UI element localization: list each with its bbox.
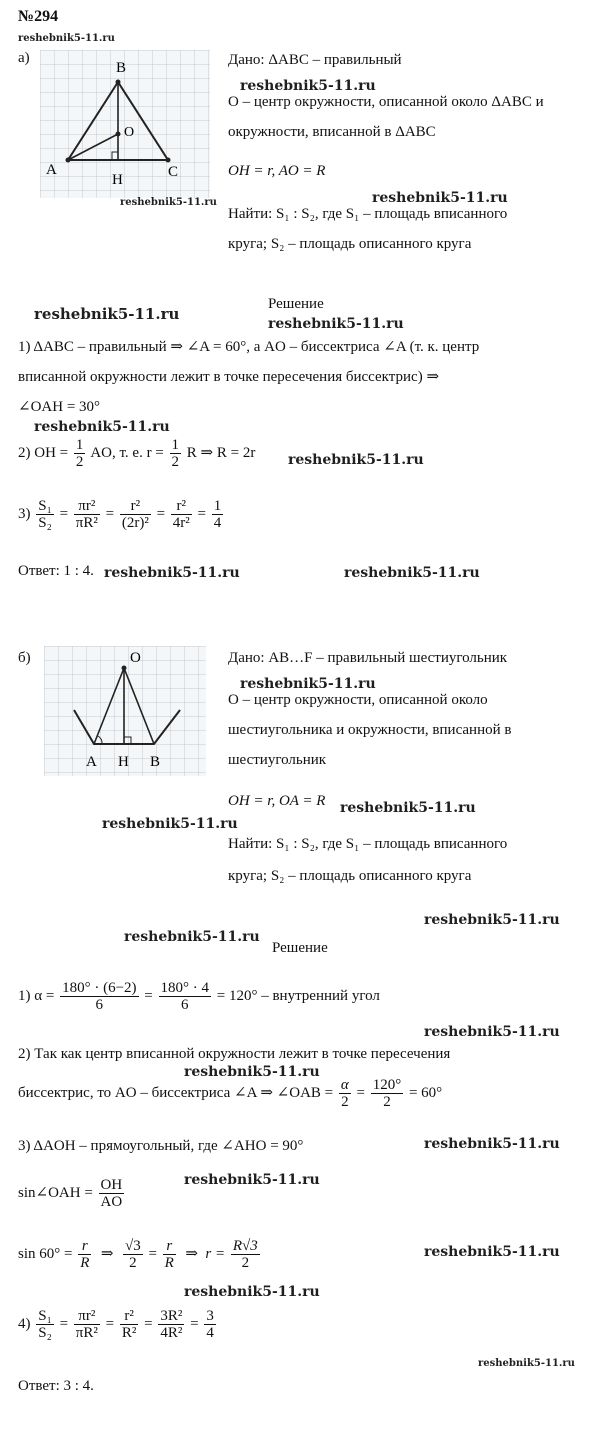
fraction-num: R√3: [232, 1238, 258, 1254]
part-b-step2-line1: 2) Так как центр вписанной окружности лежит в точке пересечения: [18, 1046, 451, 1062]
fraction: [36, 1308, 54, 1341]
watermark: reshebnik5-11.ru: [184, 1284, 320, 1300]
part-a-label: а): [18, 50, 30, 66]
fraction-num: S₁: [38, 1308, 52, 1324]
part-b-step3-line1: 3) ΔAOH – прямоугольный, где ∠AHO = 90°: [18, 1138, 304, 1154]
fraction: [60, 980, 138, 1013]
label-b: B: [150, 754, 161, 770]
step3-prefix: 3): [18, 505, 31, 522]
part-b-find-line2: круга; S₂ – площадь описанного круга: [228, 868, 472, 884]
step4-prefix: 4): [18, 1315, 31, 1332]
fraction-num: 1: [171, 437, 180, 453]
point-o: [116, 132, 121, 137]
fraction-den: 2: [341, 1094, 349, 1110]
watermark: reshebnik5-11.ru: [104, 565, 240, 581]
fraction: [120, 498, 151, 531]
watermark: reshebnik5-11.ru: [424, 912, 560, 928]
fraction: [123, 1238, 143, 1271]
watermark: reshebnik5-11.ru: [268, 316, 404, 332]
point-o: [122, 666, 127, 671]
label-h: H: [112, 172, 123, 188]
fraction-num: r²: [120, 498, 151, 515]
fraction-num: πr²: [74, 1308, 100, 1325]
part-a-step1-line1: 1) ΔABC – правильный ⇒ ∠A = 60°, а AO – биссектриса ∠A (т. к. центр: [18, 339, 480, 355]
sin60-r: r =: [205, 1245, 226, 1262]
fraction-den: AO: [100, 1194, 123, 1210]
fraction: [36, 498, 54, 531]
fraction-den: S₂: [38, 1325, 52, 1341]
label-a: A: [86, 754, 97, 770]
point-a: [66, 158, 71, 163]
problem-number: №294: [18, 8, 59, 25]
fraction-den: S₂: [38, 515, 52, 531]
watermark: reshebnik5-11.ru: [18, 33, 115, 44]
part-a-answer: Ответ: 1 : 4.: [18, 563, 94, 579]
fraction: [339, 1077, 351, 1110]
fraction-num: OH: [100, 1177, 123, 1193]
fraction-num: 180° · 4: [160, 980, 209, 996]
fraction-den: πR²: [75, 1325, 98, 1341]
sin-prefix: sin∠OAH =: [18, 1184, 93, 1201]
step2-end: R ⇒ R = 2r: [186, 444, 256, 461]
part-b-sin-oah: [18, 1177, 126, 1210]
watermark: reshebnik5-11.ru: [184, 1064, 320, 1080]
step1-suffix: = 120° – внутренний угол: [216, 987, 380, 1004]
point-b: [116, 80, 121, 85]
watermark: reshebnik5-11.ru: [288, 452, 424, 468]
fraction: [204, 1308, 216, 1341]
hexagon-figure: [44, 646, 206, 776]
watermark: reshebnik5-11.ru: [184, 1172, 320, 1188]
triangle-figure: [40, 50, 210, 198]
fraction-num: πr²: [74, 498, 100, 515]
watermark: reshebnik5-11.ru: [34, 419, 170, 435]
watermark: reshebnik5-11.ru: [102, 816, 238, 832]
part-b-find-line1: Найти: S₁ : S₂, где S₁ – площадь вписанного: [228, 836, 508, 852]
part-b-answer: Ответ: 3 : 4.: [18, 1378, 94, 1394]
fraction-num: 120°: [372, 1077, 402, 1093]
label-o: O: [124, 125, 135, 140]
watermark: reshebnik5-11.ru: [424, 1244, 560, 1260]
part-a-find-line2: круга; S₂ – площадь описанного круга: [228, 236, 472, 252]
watermark: reshebnik5-11.ru: [240, 676, 376, 692]
step2-end: = 60°: [408, 1084, 443, 1101]
fraction-den: 6: [95, 997, 104, 1013]
watermark: reshebnik5-11.ru: [344, 565, 480, 581]
step2-mid: AO, т. е. r =: [90, 444, 164, 461]
fraction: [231, 1238, 260, 1271]
part-b-given-line5: OH = r, OA = R: [228, 793, 326, 809]
fraction: [371, 1077, 404, 1110]
label-o: O: [130, 650, 141, 666]
fraction: [99, 1177, 125, 1210]
fraction-den: 2: [171, 454, 180, 470]
fraction-num: 180° · (6−2): [62, 980, 137, 996]
fraction: [171, 498, 192, 531]
fraction-den: 4R²: [160, 1325, 183, 1341]
part-a-find-line1: Найти: S₁ : S₂, где S₁ – площадь вписанного: [228, 206, 508, 222]
part-a-given-line2: O – центр окружности, описанной около ΔABC и: [228, 94, 544, 110]
fraction: [120, 1308, 139, 1341]
point-c: [166, 158, 171, 163]
part-a-given-line3: окружности, вписанной в ΔABC: [228, 124, 436, 140]
fraction-num: r²: [171, 498, 192, 515]
fraction-num: α: [340, 1077, 349, 1093]
fraction-num: r: [163, 1238, 176, 1255]
fraction: [170, 437, 182, 470]
watermark: reshebnik5-11.ru: [34, 305, 180, 323]
watermark: reshebnik5-11.ru: [124, 929, 260, 945]
watermark: reshebnik5-11.ru: [478, 1358, 575, 1369]
watermark: reshebnik5-11.ru: [340, 800, 476, 816]
watermark: reshebnik5-11.ru: [240, 78, 376, 94]
fraction: [158, 1308, 184, 1341]
label-h: H: [118, 754, 129, 770]
fraction: [159, 980, 212, 1013]
fraction-den: 4: [213, 515, 222, 531]
fraction-num: r²: [120, 1308, 139, 1325]
fraction-num: 1: [213, 498, 222, 514]
part-b-solution-title: Решение: [272, 940, 328, 956]
fraction-den: (2r)²: [121, 515, 149, 531]
part-a-step1-line3: ∠OAH = 30°: [18, 399, 101, 415]
fraction-den: 6: [181, 997, 189, 1013]
fraction-den: 2: [383, 1094, 391, 1110]
watermark: reshebnik5-11.ru: [424, 1136, 560, 1152]
fraction: [74, 437, 86, 470]
watermark: reshebnik5-11.ru: [424, 1024, 560, 1040]
part-b-step1: 1) α = $\frac{180^\circ \cdot (6-2)}{6}$ = $\frac{180^\circ \cdot 4}{6}$ = 120° – внутренний угол: [18, 980, 380, 1013]
fraction: [74, 498, 100, 531]
fraction-num: 3: [206, 1308, 214, 1324]
fraction-den: 2: [241, 1255, 250, 1271]
fraction-num: √3: [124, 1238, 141, 1254]
fraction-den: R²: [121, 1325, 137, 1341]
part-b-given-title: Дано: AB…F – правильный шестиугольник: [228, 650, 508, 666]
part-b-given-line3: шестиугольника и окружности, вписанной в: [228, 722, 512, 738]
fraction-den: R: [80, 1255, 90, 1271]
part-b-step2-line2: биссектрис, то AO – биссектриса ∠A ⇒ ∠OAB = $\frac{\alpha}{2}$ = $\frac{120^\circ}{2}$ = 60°: [18, 1077, 443, 1110]
step2-line2-text: биссектрис, то AO – биссектриса ∠A ⇒ ∠OAB =: [18, 1084, 334, 1101]
part-b-given-line2: O – центр окружности, описанной около: [228, 692, 488, 708]
sin60-prefix: sin 60° =: [18, 1245, 73, 1262]
watermark: reshebnik5-11.ru: [372, 190, 508, 206]
fraction-num: 1: [75, 437, 84, 453]
part-a-given-line4: OH = r, AO = R: [228, 163, 326, 179]
label-c: C: [168, 164, 179, 180]
part-a-step3: 3) $\frac{\text{S₁}}{\text{S₂}}$ = $\frac{\text{πr²}}{\text{πR²}}$ = $\frac{\text{r²}}{\text{(2r)²}}$ = $\frac{\text{r²}}{\text{4r²}}$ = $\frac{1}{4}$: [18, 498, 222, 531]
part-a-solution-title: Решение: [268, 296, 324, 312]
fraction-num: S₁: [38, 498, 52, 514]
fraction-den: 2: [75, 454, 84, 470]
fraction-num: r: [78, 1238, 91, 1255]
fraction: [212, 498, 224, 531]
label-a: A: [46, 162, 57, 178]
part-b-sin60: sin 60° = $\frac{r}{R}$ ⇒ $\frac{√3}{2}$ = $\frac{r}{R}$ ⇒ r = $\frac{R√3}{2}$: [18, 1238, 258, 1271]
fraction-den: R: [164, 1255, 174, 1271]
part-b-step4: 4) $\frac{\text{S₁}}{\text{S₂}}$ = $\frac{\text{πr²}}{\text{πR²}}$ = $\frac{\text{r²}}{\text{R²}}$ = $\frac{\text{3R²}}{\text{4R²}}$ = $\frac{3}{4}$: [18, 1308, 214, 1341]
part-a-given-title: Дано: ΔABC – правильный: [228, 52, 402, 68]
fraction: [163, 1238, 176, 1271]
fraction-num: 3R²: [160, 1308, 183, 1324]
part-a-step2: [18, 437, 255, 470]
part-b-label: б): [18, 650, 31, 666]
step1-prefix: 1) α =: [18, 987, 55, 1004]
part-a-step1-line2: вписанной окружности лежит в точке пересечения биссектрис) ⇒: [18, 369, 440, 385]
watermark: reshebnik5-11.ru: [120, 197, 217, 208]
fraction-den: 4: [206, 1325, 214, 1341]
fraction-den: πR²: [75, 515, 98, 531]
fraction: [74, 1308, 100, 1341]
fraction-den: 4r²: [172, 515, 190, 531]
label-b: B: [116, 60, 127, 76]
fraction: [78, 1238, 91, 1271]
fraction-den: 2: [129, 1255, 137, 1271]
part-b-given-line4: шестиугольник: [228, 752, 327, 768]
step2-prefix: 2) OH =: [18, 444, 69, 461]
